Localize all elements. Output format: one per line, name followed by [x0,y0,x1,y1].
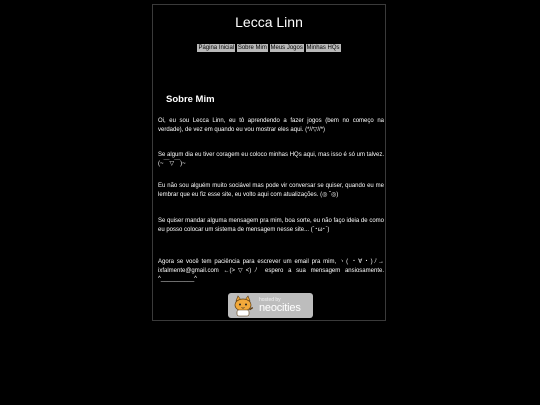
badge-hosted-by: hosted by [259,296,281,303]
neocities-cat-icon [231,295,255,317]
nav-bar [153,44,385,52]
paragraph-intro: Oi, eu sou Lecca Linn, eu tô aprendendo a fazer jogos (bem no começo na verdade), de vez em quando eu vou mostrar eles aqui. (*//▽//*) [158,118,384,133]
nav-link-home[interactable]: Página Inicial [198,45,235,51]
badge-text [259,298,301,314]
paragraph-email: Agora se você tem paciência para escrever um email pra mim, ヽ( ・∀・)ﾉ→ ixfalmente@gmail.com ←(>▽<)ﾉ espero a sua mensagem ansiosamente. ^__________^ [158,259,384,283]
paragraph-comics: Se algum dia eu tiver coragem eu coloco minhas HQs aqui, mas isso é só um talvez. (~￣▽￣)~ [158,152,384,167]
badge-neocities: neocities [259,301,301,314]
neocities-badge[interactable] [228,293,313,318]
paragraph-social: Eu não sou alguém muito sociável mas pode vir conversar se quiser, quando eu me lembrar que eu fiz esse site, eu volto aqui com atualizações. (◎ ˇ◎) [158,183,384,198]
section-title: Sobre Mim [166,94,215,105]
nav-link-comics[interactable]: Minhas HQs [306,45,340,51]
nav-link-about[interactable]: Sobre Mim [237,45,267,51]
site-title: Lecca Linn [235,14,303,30]
paragraph-messages: Se quiser mandar alguma mensagem pra mim, boa sorte, eu não faço ideia de como eu posso colocar um sistema de mensagem nesse site... (´･ω･`) [158,218,384,233]
page-card [152,4,386,321]
nav-link-games[interactable]: Meus Jogos [270,45,303,51]
